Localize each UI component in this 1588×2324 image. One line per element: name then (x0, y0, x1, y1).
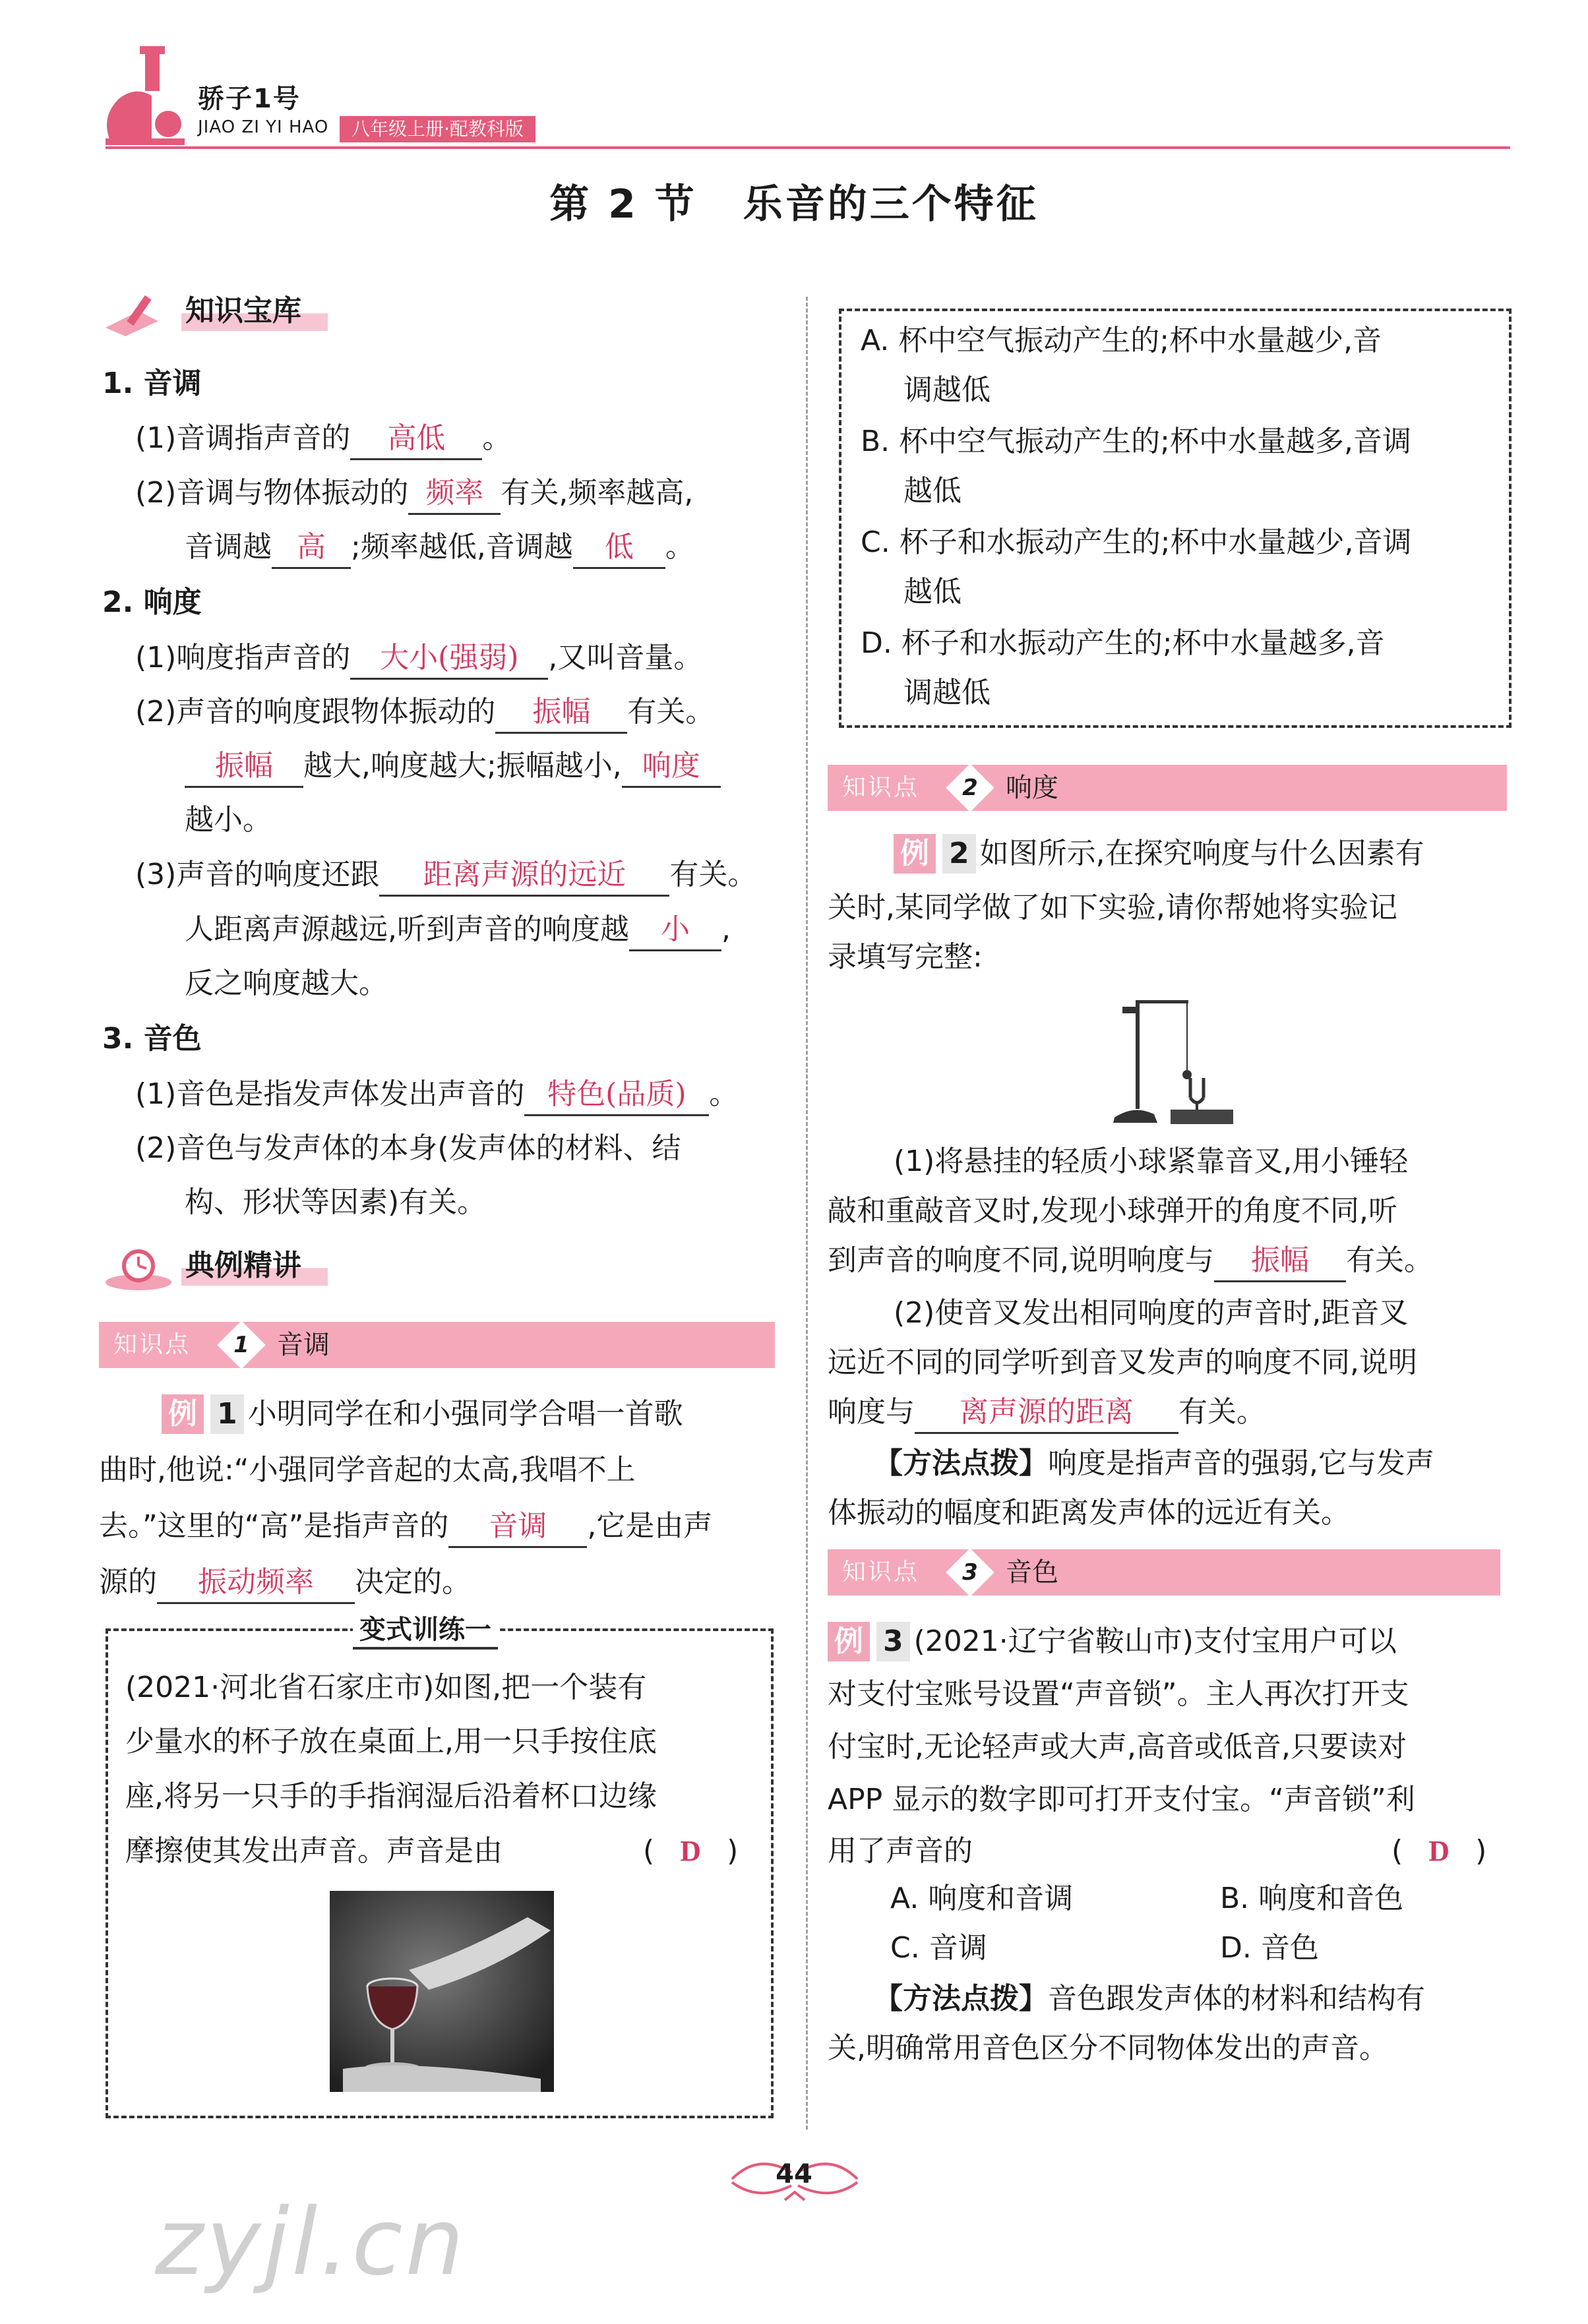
loudness-line-6: 人距离声源越远,听到声音的响度越 小 , (185, 910, 731, 951)
loudness-line-4: 越小。 (185, 803, 272, 837)
example2-method-line-2: 体振动的幅度和距离发声体的远近有关。 (828, 1496, 1350, 1530)
timbre-line-1: (1)音色是指发声体发出声音的 特色(品质) 。 (135, 1075, 738, 1116)
variant-line-4: 摩擦使其发出声音。声音是由 (125, 1834, 503, 1868)
example2-p1-line-1: (1)将悬挂的轻质小球紧靠音叉,用小锤轻 (894, 1145, 1409, 1178)
example3-line-4: APP 显示的数字即可打开支付宝。“声音锁”利 (828, 1783, 1415, 1816)
pitch-line-1: (1)音调指声音的 高低 。 (135, 419, 511, 460)
example2-p2-line-2: 远近不同的同学听到音叉发声的响度不同,说明 (828, 1346, 1417, 1379)
answer-blank: 振动频率 (157, 1563, 355, 1604)
pitch-line-3: 音调越 高 ;频率越低,音调越 低 。 (185, 527, 694, 569)
answer-blank: 特色(品质) (524, 1075, 709, 1116)
clock-book-icon (99, 1246, 178, 1292)
example3-option-b: B. 响度和音色 (1220, 1882, 1404, 1915)
kp-bar-timbre: 知识点 3 音色 (828, 1549, 1500, 1595)
example3-line-2: 对支付宝账号设置“声音锁”。主人再次打开支 (828, 1677, 1409, 1711)
timbre-line-3: 构、形状等因素)有关。 (185, 1185, 487, 1219)
answer-blank: 音调 (448, 1506, 587, 1548)
example-tag: 例 (894, 834, 936, 874)
answer-blank: 低 (573, 527, 665, 569)
column-divider (806, 297, 808, 2130)
option-a-line-2: 调越低 (903, 373, 991, 407)
option-a-line-1: A. 杯中空气振动产生的;杯中水量越少,音 (861, 324, 1382, 357)
grade-tag: 八年级上册·配教科版 (340, 116, 535, 142)
example2-line-2: 关时,某同学做了如下实验,请你帮她将实验记 (828, 891, 1397, 924)
kp-bar-loudness: 知识点 2 响度 (828, 765, 1507, 811)
answer-blank: 高 (272, 527, 351, 569)
example-tag: 例 (828, 1622, 870, 1661)
timbre-line-2: (2)音色与发声体的本身(发声体的材料、结 (135, 1131, 681, 1165)
example1-line-1: 例 1 小明同学在和小强同学合唱一首歌 (162, 1394, 683, 1434)
answer-blank: 小 (629, 910, 721, 951)
example3-option-a: A. 响度和音调 (890, 1882, 1074, 1915)
tuning-fork-apparatus (1108, 992, 1240, 1124)
example-number: 3 (876, 1622, 910, 1661)
option-b-line-1: B. 杯中空气振动产生的;杯中水量越多,音调 (861, 425, 1411, 458)
brand-pinyin: JIAO ZI YI HAO (198, 117, 329, 137)
example2-line-1: 例 2 如图所示,在探究响度与什么因素有 (894, 834, 1424, 874)
answer-blank: 振幅 (1214, 1241, 1346, 1282)
example2-p2-line-3: 响度与 离声源的距离 有关。 (828, 1392, 1266, 1434)
example2-p1-line-3: 到声音的响度不同,说明响度与 振幅 有关。 (828, 1241, 1433, 1282)
heading-loudness: 2. 响度 (102, 585, 202, 619)
wine-glass-photo (330, 1891, 554, 2092)
kp-number: 3 (946, 1548, 994, 1597)
loudness-line-3: 振幅 越大,响度越大;振幅越小, 响度 (185, 746, 721, 788)
loudness-line-2: (2)声音的响度跟物体振动的 振幅 有关。 (135, 692, 714, 734)
variant-answer: ( D ) (643, 1834, 739, 1868)
section-number: 第 2 节 (549, 181, 697, 227)
loudness-line-1: (1)响度指声音的 大小(强弱) ,又叫音量。 (135, 638, 702, 680)
example1-line-3: 去。”这里的“高”是指声音的 音调 ,它是由声 (99, 1506, 712, 1548)
answer-blank: 频率 (408, 473, 501, 515)
option-b-line-2: 越低 (903, 474, 962, 508)
answer-blank: 离声源的距离 (915, 1392, 1178, 1434)
answer-blank: 振幅 (495, 692, 627, 734)
option-c-line-2: 越低 (903, 575, 962, 609)
variant-label: 变式训练一 (353, 1613, 498, 1650)
brand-name: 骄子1号 (198, 84, 301, 114)
example2-line-3: 录填写完整: (828, 940, 983, 974)
variant-line-2: 少量水的杯子放在桌面上,用一只手按住底 (125, 1725, 657, 1758)
heading-pitch: 1. 音调 (102, 367, 202, 400)
option-d-line-1: D. 杯子和水振动产生的;杯中水量越多,音 (861, 626, 1385, 660)
example1-line-4: 源的 振动频率 决定的。 (99, 1563, 471, 1604)
kp-number: 2 (946, 763, 994, 812)
pitch-line-2: (2)音调与物体振动的 频率 有关,频率越高, (135, 473, 693, 515)
example-tag: 例 (162, 1394, 204, 1434)
example-number: 1 (210, 1394, 244, 1434)
variant-line-3: 座,将另一只手的手指润湿后沿着杯口边缘 (125, 1779, 657, 1813)
example3-answer: ( D ) (1391, 1834, 1487, 1868)
example3-option-c: C. 音调 (890, 1931, 987, 1965)
variant-line-1: (2021·河北省石家庄市)如图,把一个装有 (125, 1671, 647, 1704)
heading-timbre: 3. 音色 (102, 1022, 202, 1056)
option-d-line-2: 调越低 (903, 676, 991, 709)
kp-number: 1 (217, 1321, 266, 1369)
example3-option-d: D. 音色 (1220, 1931, 1319, 1965)
example2-method-line-1: 【方法点拨】响度是指声音的强弱,它与发声 (874, 1446, 1434, 1480)
answer-blank: 振幅 (185, 746, 303, 788)
banner-examples: 典例精讲 (99, 1246, 382, 1292)
example1-line-2: 曲时,他说:“小强同学音起的太高,我唱不上 (99, 1453, 636, 1487)
answer-blank: 响度 (622, 746, 721, 788)
example3-line-3: 付宝时,无论轻声或大声,高音或低音,只要读对 (828, 1730, 1407, 1764)
page-title (0, 173, 1588, 229)
kp-bar-pitch: 知识点 1 音调 (99, 1322, 775, 1368)
example3-method-line-2: 关,明确常用音色区分不同物体发出的声音。 (828, 2031, 1388, 2065)
section-title: 乐音的三个特征 (743, 181, 1039, 227)
loudness-line-7: 反之响度越大。 (185, 967, 388, 1000)
page-number: 44 (776, 2159, 812, 2190)
pen-book-icon (99, 291, 178, 338)
option-c-line-1: C. 杯子和水振动产生的;杯中水量越少,音调 (861, 525, 1412, 559)
example2-p1-line-2: 敲和重敲音叉时,发现小球弹开的角度不同,听 (828, 1194, 1397, 1228)
example3-line-1: 例 3 (2021·辽宁省鞍山市)支付宝用户可以 (828, 1622, 1397, 1661)
loudness-line-5: (3)声音的响度还跟 距离声源的远近 有关。 (135, 855, 756, 897)
example-number: 2 (942, 834, 976, 874)
answer-blank: 大小(强弱) (350, 638, 548, 680)
example3-line-5: 用了声音的 (828, 1834, 973, 1868)
answer-blank: 距离声源的远近 (379, 855, 669, 897)
header-rule (106, 146, 1510, 149)
flask-logo-icon (99, 46, 188, 145)
answer-blank: 高低 (350, 419, 482, 460)
example2-p2-line-1: (2)使音叉发出相同响度的声音时,距音叉 (894, 1296, 1409, 1330)
watermark: zyjl.cn (155, 2189, 467, 2296)
banner-knowledge: 知识宝库 (99, 291, 382, 338)
example3-method-line-1: 【方法点拨】音色跟发声体的材料和结构有 (874, 1982, 1425, 2015)
